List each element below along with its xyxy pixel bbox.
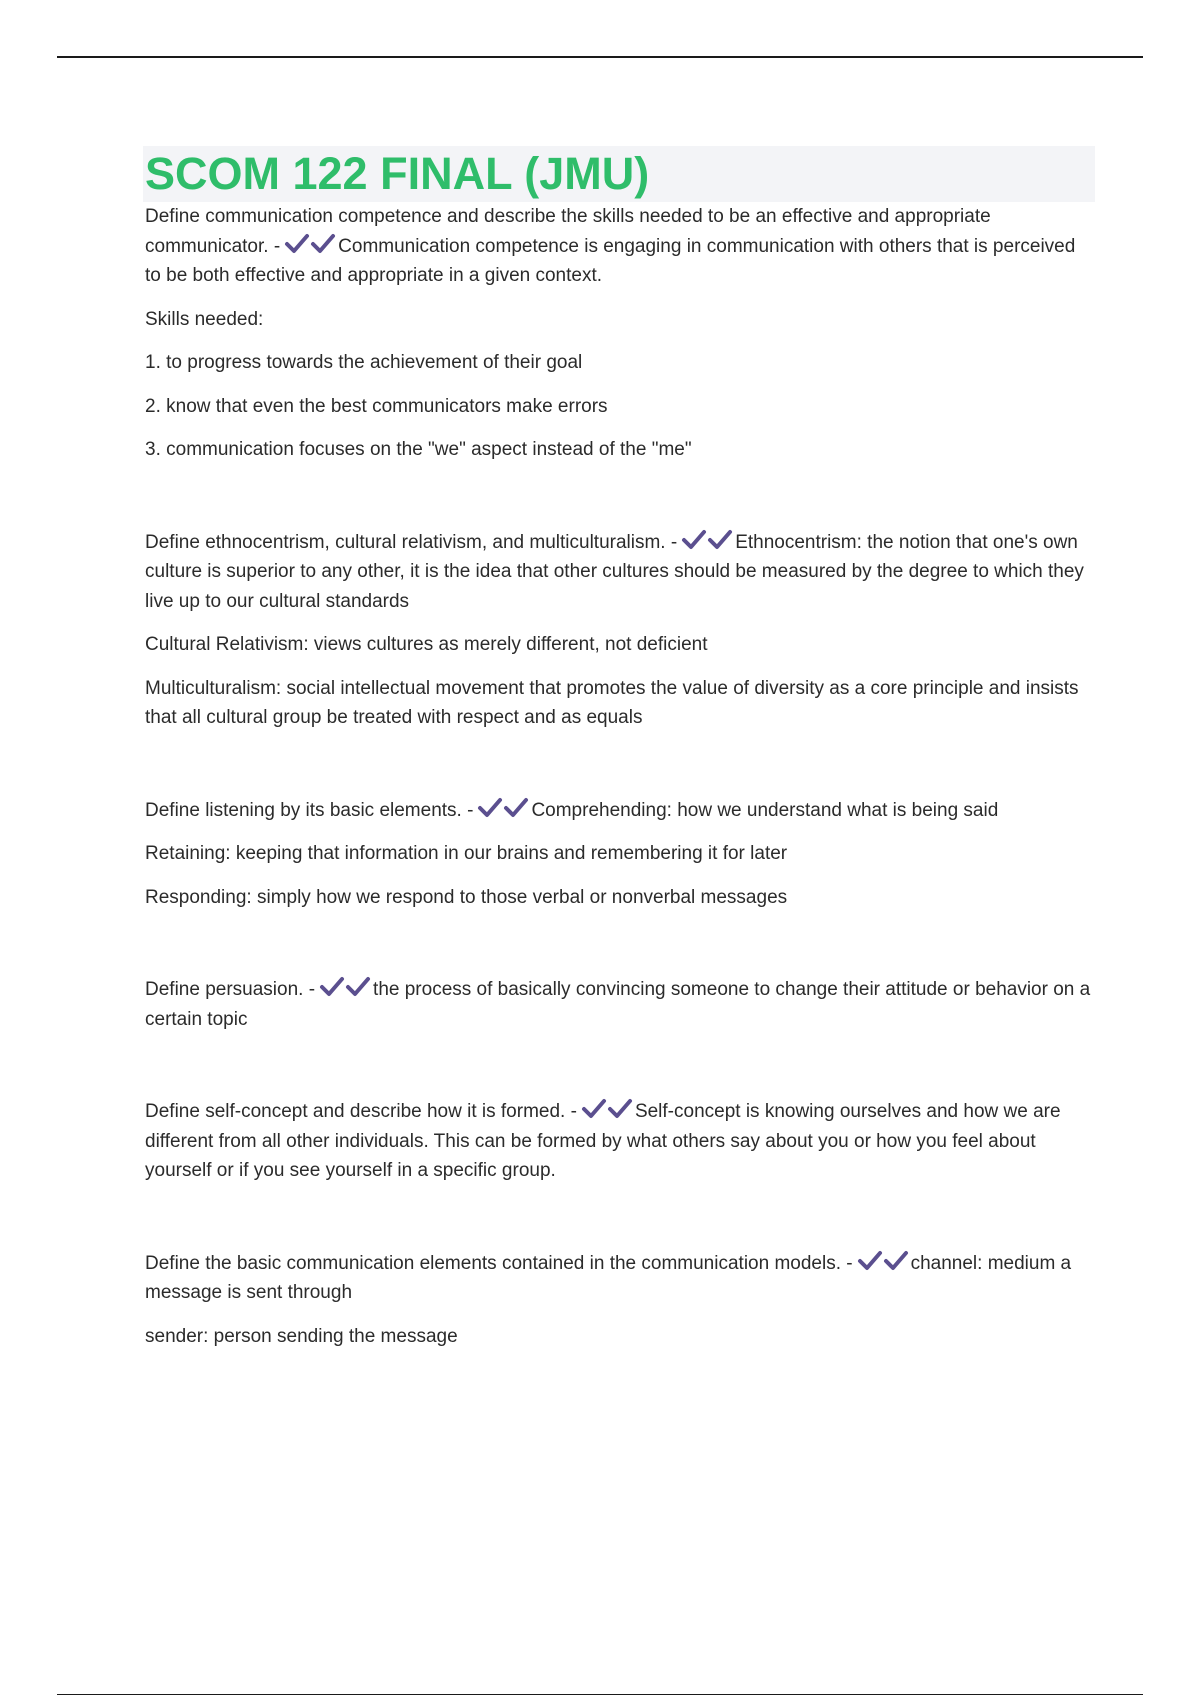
qa-item — [145, 975, 1095, 1034]
qa-list — [145, 202, 1095, 1351]
answer-line: Responding: simply how we respond to those verbal or nonverbal messages — [145, 886, 788, 908]
double-check-icon — [477, 796, 529, 826]
qa-question-line — [145, 202, 1095, 291]
answer-line: Multiculturalism: social intellectual movement that promotes the value of diversity as a core principle and insists that all cultural group be treated with respect and as equals — [145, 677, 1079, 728]
double-check-icon — [681, 528, 733, 558]
question-text: Define the basic communication elements contained in the communication models. - — [145, 1252, 853, 1274]
qa-item — [145, 202, 1095, 465]
double-check-icon — [284, 232, 336, 262]
page-title: SCOM 122 FINAL (JMU) — [145, 148, 650, 199]
qa-item — [145, 1097, 1095, 1186]
answer-line: 3. communication focuses on the "we" aspect instead of the "me" — [145, 439, 692, 460]
title-bar — [143, 146, 1095, 202]
question-text: Define listening by its basic elements. - — [145, 799, 474, 821]
answer-line: 2. know that even the best communicators make errors — [145, 395, 608, 417]
question-text: Define self-concept and describe how it is formed. - — [145, 1101, 577, 1122]
qa-question-line — [145, 975, 1095, 1034]
top-rule — [57, 56, 1143, 58]
double-check-icon — [319, 975, 371, 1005]
qa-item — [145, 1249, 1095, 1352]
question-text: Define persuasion. - — [145, 979, 316, 1000]
document-page — [145, 146, 1095, 1351]
answer-line: Retaining: keeping that information in our brains and remembering it for later — [145, 843, 788, 864]
answer-line: sender: person sending the message — [145, 1325, 458, 1347]
answer-text: Self-concept is knowing ourselves and how we are different from all other individuals. This can be formed by what others say about you or how you feel about yourself or if you see yourself in a specific group. — [145, 1101, 1061, 1181]
qa-question-line — [145, 796, 1095, 826]
answer-text: Comprehending: how we understand what is being said — [531, 799, 999, 821]
qa-item — [145, 528, 1095, 733]
question-text: Define ethnocentrism, cultural relativism, and multiculturalism. - — [145, 531, 678, 553]
question-text: Define communication competence and describe the skills needed to be an effective and appropriate communicator. - — [145, 206, 991, 257]
qa-item — [145, 796, 1095, 913]
answer-line: 1. to progress towards the achievement of their goal — [145, 352, 583, 373]
answer-text: channel: medium a message is sent through — [145, 1252, 1072, 1303]
answer-text: Ethnocentrism: the notion that one's own culture is superior to any other, it is the idea that other cultures should be measured by the degree to which they live up to our cultural standards — [145, 531, 1084, 612]
qa-question-line — [145, 528, 1095, 617]
bottom-rule — [57, 1694, 1143, 1695]
qa-question-line — [145, 1097, 1095, 1186]
answer-text: the process of basically convincing someone to change their attitude or behavior on a certain topic — [145, 979, 1091, 1030]
answer-line: Skills needed: — [145, 308, 264, 330]
double-check-icon — [581, 1097, 633, 1127]
answer-line: Cultural Relativism: views cultures as merely different, not deficient — [145, 634, 708, 655]
qa-question-line — [145, 1249, 1095, 1308]
answer-text: Communication competence is engaging in communication with others that is perceived to be both effective and appropriate in a given context. — [145, 235, 1076, 286]
double-check-icon — [857, 1249, 909, 1279]
